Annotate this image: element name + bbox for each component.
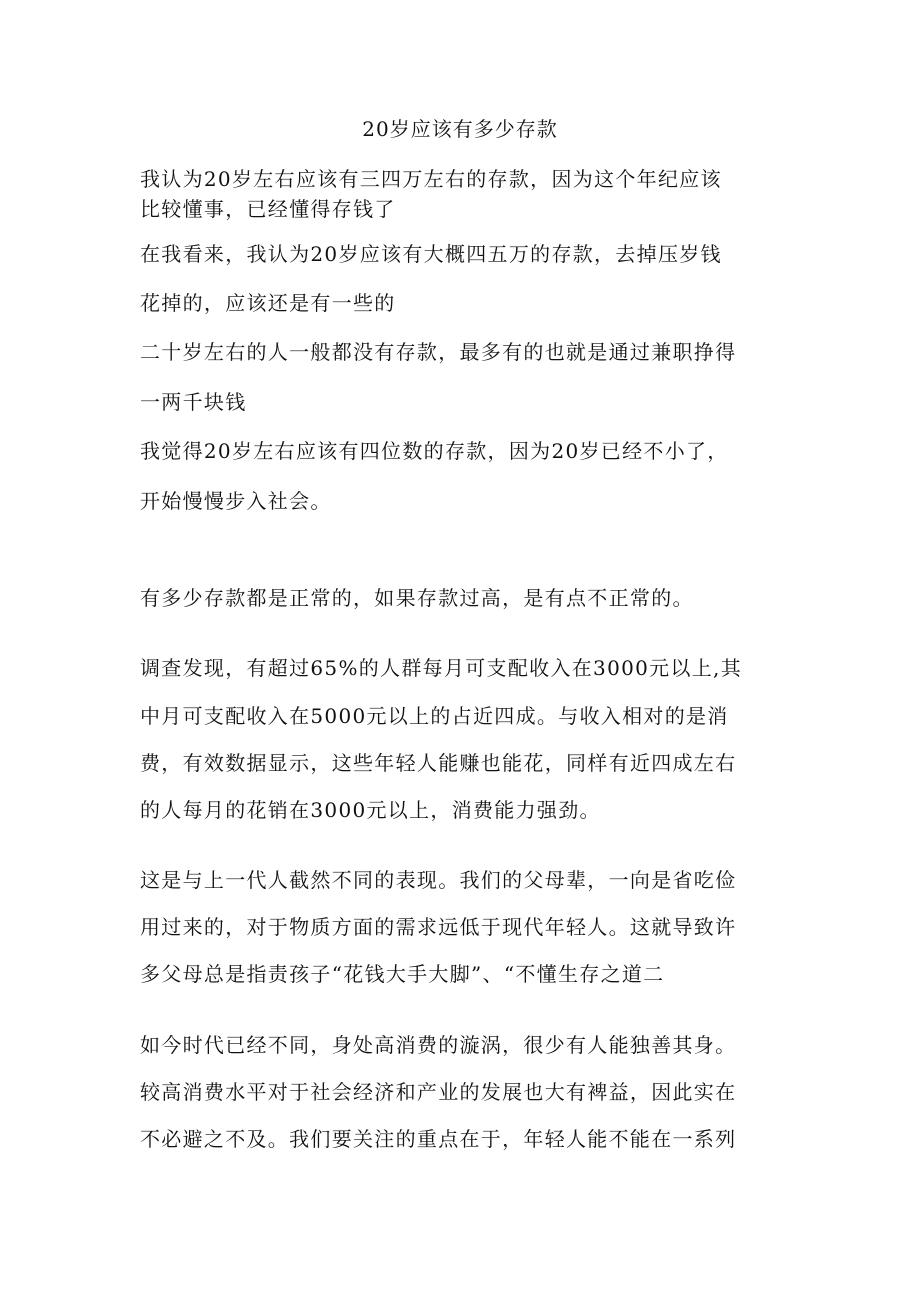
text-line: 较高消费水平对于社会经济和产业的发展也大有裨益，因此实在 [140, 1080, 737, 1104]
text-line: 我认为20岁左右应该有三四万左右的存款，因为这个年纪应该 [140, 167, 722, 191]
text-line: 中月可支配收入在5000元以上的占近四成。与收入相对的是消 [140, 704, 729, 728]
text-line: 比较懂事，已经懂得存钱了 [140, 197, 396, 221]
text-line: 二十岁左右的人一般都没有存款，最多有的也就是通过兼职挣得 [140, 340, 737, 364]
text-line: 我觉得20岁左右应该有四位数的存款，因为20岁已经不小了， [140, 439, 729, 463]
text-line: 如今时代已经不同，身处高消费的漩涡，很少有人能独善其身。 [140, 1033, 737, 1057]
text-line: 开始慢慢步入社会。 [140, 489, 332, 513]
text-line: 用过来的，对于物质方面的需求远低于现代年轻人。这就导致许 [140, 915, 737, 939]
text-line: 这是与上一代人截然不同的表现。我们的父母辈，一向是省吃俭 [140, 868, 737, 892]
text-line: 在我看来，我认为20岁应该有大概四五万的存款，去掉压岁钱 [140, 242, 722, 266]
text-line: 的人每月的花销在3000元以上，消费能力强劲。 [140, 798, 601, 822]
text-line: 调查发现，有超过65%的人群每月可支配收入在3000元以上,其 [140, 656, 743, 680]
text-line: 花掉的，应该还是有一些的 [140, 291, 396, 315]
text-line: 不必避之不及。我们要关注的重点在于，年轻人能不能在一系列 [140, 1127, 737, 1151]
text-line: 多父母总是指责孩子“花钱大手大脚”、“不懂生存之道二 [140, 962, 665, 986]
text-line: 一两千块钱 [140, 390, 247, 414]
document-title: 20岁应该有多少存款 [362, 117, 558, 141]
text-line: 费，有效数据显示，这些年轻人能赚也能花，同样有近四成左右 [140, 751, 737, 775]
text-line: 有多少存款都是正常的，如果存款过高，是有点不正常的。 [140, 586, 694, 610]
